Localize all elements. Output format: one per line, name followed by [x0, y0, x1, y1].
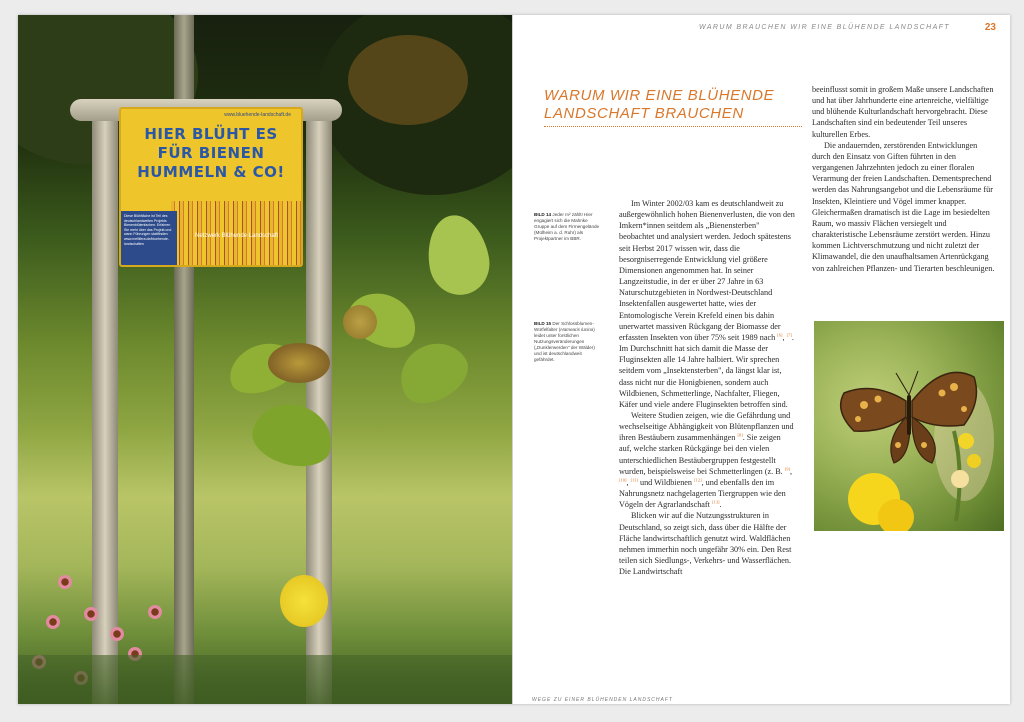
butterfly-illustration: [814, 321, 1004, 531]
caption-text: Der Schlossblumen-Würfelfalter (: [534, 321, 594, 332]
butterfly-photo: [814, 321, 1004, 531]
paragraph: Die andauernden, zerstörenden Entwicklungen durch den Einsatz von Giften führten in den vergangenen Jahrzehnten jedoch zu einer floralen Verarmung der freien Landschaften. Dementsprechend werden das Nahrungsangebot und die Lebensräume für Insekten, Kleintiere und Vögel immer knapper. Gleichermaßen dramatisch ist die Lage im besiedelten Raum, wo massiv Flächen versiegelt und charakteristische Lebensräume zerstört werden. Hinzu kommen Lichtverschmutzung und nicht zuletzt der Klimawandel, die den unaufhaltsamen Artenrückgang von zahlreichen Pflanzen- und Tierarten beschleunigen.: [812, 140, 995, 273]
text: . Sie zeigen auf, welche starken Rückgänge bei den vielen unterschiedlichen Bestäubergruppen festgestellt wurden, beispielsweise bei Schmetterlingen (z. B.: [619, 433, 783, 476]
paragraph: Blicken wir auf die Nutzungsstrukturen in Deutschland, so zeigt sich, dass über die Hälfte der Fläche landwirtschaftlich genutzt wird. Waldflächen nehmen immerhin noch ungefähr 30% ein. Den Rest teilen sich Siedlungs-, Verkehrs- und Wasserflächen. Die Landwirtschaft: [619, 511, 792, 577]
text: .: [719, 500, 722, 510]
caption-species: Hamearis lucina: [560, 327, 594, 332]
paragraph: Weitere Studien zeigen, wie die Gefährdung und wechselseitige Abhängigkeit von Blütenpflanzen und ihren Bestäubern zusammenhängen [8]. Sie zeigen auf, welche starken Rückgänge bei den vielen unterschiedlichen Bestäubergruppen festgestellt wurden, beispielsweise bei Schmetterlingen (z. B. [9], [10], [11] und Wildbienen [12], und ebenfalls den im Nahrungsnetz nachgelagerten Tiergruppen wie den Vögeln der Agrarlandschaft [13].: [619, 410, 794, 510]
caption-text: ) leidet unter forstlichen Nutzungsveränderungen („Dunklerwerden" der Wälder) und ist deutschlandweit gefährdet.: [534, 327, 595, 362]
citation: [11]: [630, 477, 638, 483]
citation: [10]: [619, 477, 627, 483]
coneflower: [58, 575, 72, 589]
sunflower-bloom: [280, 575, 328, 627]
page-fold: [512, 15, 513, 704]
article-heading: WARUM WIR EINE BLÜHENDE LANDSCHAFT BRAUCHEN: [544, 87, 802, 127]
page-footer: WEGE ZU EINER BLÜHENDEN LANDSCHAFT: [532, 697, 673, 703]
caption-bild-15: [534, 321, 600, 363]
sign-info-panel: Diese Blühfläche ist Teil des deutschlandweiten Projekts Bienenblütenfachen. Erfahren Sie mehr über das Projekt und wann Führungen stattfinden: www.mellifera.de/bluehende-landschaften: [121, 211, 177, 267]
text: und Wildbienen: [637, 477, 693, 487]
coneflower: [84, 607, 98, 621]
text: Weitere Studien zeigen, wie die Gefährdung und wechselseitige Abhängigkeit von Blütenpflanzen und ihren Bestäubern zusammenhängen: [619, 410, 794, 443]
citation: [8]: [737, 432, 743, 438]
sign-network-logo: Netzwerk Blühende Landschaft: [195, 233, 279, 239]
paragraph: beeinflusst somit in großem Maße unsere Landschaften und hat über Jahrhunderte eine artenreiche, vielfältige und blühende Kulturlandschaft hervorgebracht. Diese Landschaften sind ein bedeutender Teil unseres kulturellen Erbes.: [812, 85, 994, 139]
magazine-spread: [18, 15, 1010, 704]
citation: [7]: [786, 332, 792, 338]
running-head: WARUM BRAUCHEN WIR EINE BLÜHENDE LANDSCHAFT: [698, 24, 950, 31]
sunflower-leaf: [422, 210, 495, 299]
text: Im Winter 2002/03 kam es deutschlandweit zu außergewöhnlich hohen Bienenverlusten, die von den Imkern*innen seitdem als „Bienensterben" beobachtet und analysiert werden. Jedoch spätestens seit Herbst 2017 wissen wir, dass die besorgniserregende Entwicklung viel größere Dimensionen angenommen hat. In seiner Langzeitstudie, in der er über 27 Jahre in 63 Naturschutzgebieten in Nordwest-Deutschland Insektenfallen ausgewertet hatte, wies der Entomologische Verein Krefeld einen bis dahin unerwartet massiven Rückgang der Biomasse der erfassten Insekten von über 75% seit 1989 nach: [619, 199, 795, 342]
paragraph: Im Winter 2002/03 kam es deutschlandweit zu außergewöhnlich hohen Bienenverlusten, die von den Imkern*innen seitdem als „Bienensterben" beobachtet und analysiert werden. Jedoch spätestens seit Herbst 2017 wissen wir, dass die besorgniserregende Entwicklung viel größere Dimensionen angenommen hat. In seiner Langzeitstudie, in der er über 27 Jahre in 63 Naturschutzgebieten in Nordwest-Deutschland Insektenfallen ausgewertet hatte, wies der Entomologische Verein Krefeld einen bis dahin unerwartet massiven Rückgang der Biomasse der erfassten Insekten von über 75% seit 1989 nach [6], [7]. Im Durchschnitt hat sich damit die Masse der Fluginsekten alle 14 Jahre halbiert. Wir sprechen seitdem vom „Insektensterben", da längst klar ist, dass nicht nur die Honigbienen, sondern auch Wildbienen, Schmetterlinge, Nachfalter, Fliegen, Käfer und viele andere Fluginsekten betroffen sind.: [619, 199, 795, 409]
caption-label: BILD 15: [534, 321, 552, 326]
caption-text: Jeder m² zählt! Hier engagiert sich die Mahnke Gruppe auf dem Firmengelände (Mülheim a. d. Ruhr) als Projektpartner im BBR.: [534, 212, 600, 241]
sign-title-line: FÜR BIENEN: [157, 144, 265, 162]
sunflower-head: [268, 343, 330, 383]
citation: [13]: [711, 499, 720, 505]
autumn-leaves: [348, 35, 468, 125]
sign-title-line: HUMMELN & CO!: [137, 163, 285, 181]
sunflower-head: [343, 305, 377, 339]
ground-foliage: [18, 655, 512, 704]
coneflower: [148, 605, 162, 619]
body-column-1: [619, 198, 795, 577]
page-number: 23: [984, 22, 996, 33]
text: , und ebenfalls den im Nahrungsnetz nachgelagerten Tiergruppen wie den Vögeln der Agrarlandschaft: [619, 477, 786, 510]
coneflower: [46, 615, 60, 629]
sunflower-sign-photo: [18, 15, 512, 704]
text: . Im Durchschnitt hat sich damit die Masse der Fluginsekten alle 14 Jahre halbiert. Wir sprechen seitdem vom „Insektensterben", da längst klar ist, dass nicht nur die Honigbienen, sondern auch Wildbienen, Schmetterlinge, Nachfalter, Fliegen, Käfer und viele andere Fluginsekten betroffen sind.: [619, 332, 794, 409]
citation: [12]: [694, 477, 702, 483]
bee-sign: [119, 107, 303, 267]
coneflower: [110, 627, 124, 641]
caption-label: BILD 14: [534, 212, 552, 217]
sign-title: [121, 125, 301, 182]
citation: [9]: [784, 466, 791, 472]
body-column-2: [812, 84, 997, 274]
citation: [6]: [777, 332, 783, 338]
sign-title-line: HIER BLÜHT ES: [144, 125, 278, 143]
sign-url: www.bluehende-landschaft.de: [224, 112, 291, 118]
caption-bild-14: [534, 212, 600, 242]
